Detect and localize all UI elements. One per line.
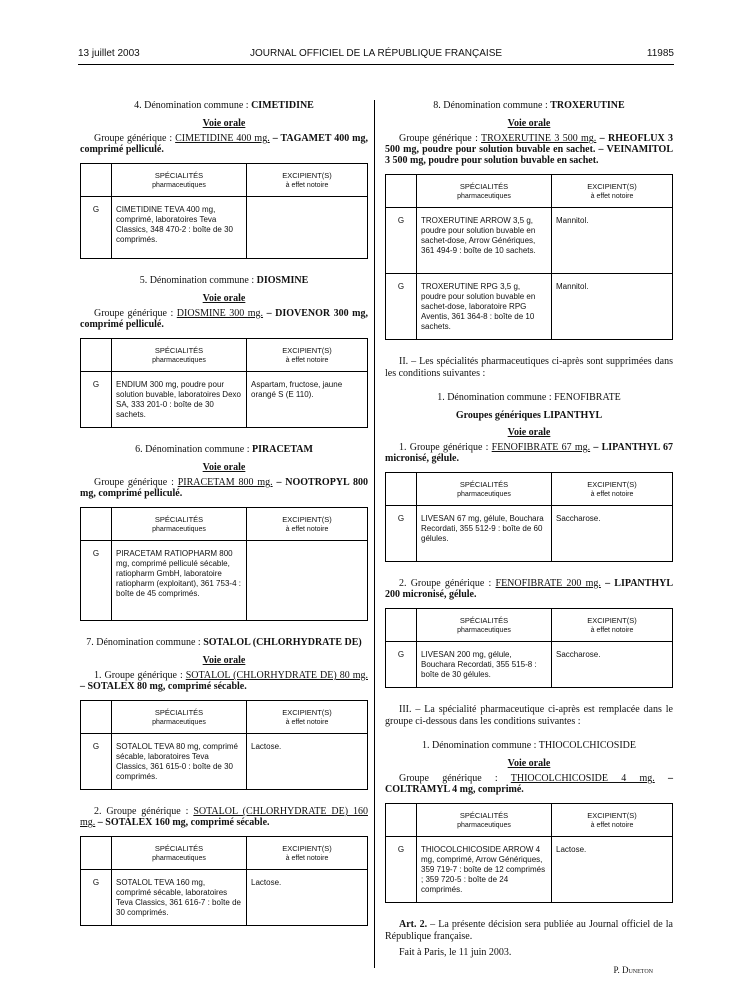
specialites-table-sotalol-160: SPÉCIALITÉS pharmaceutiques EXCIPIENT(S) à effet notoire G SOTALOL TEVA 160 mg, comprimé sécable, laboratoires Teva Classics, 361 616-7 : boîte de 30 comprimés. Lactose.: [80, 836, 368, 926]
voie-orale-label: Voie orale: [202, 293, 246, 304]
specialites-table-fenofibrate-200: SPÉCIALITÉS pharmaceutiques EXCIPIENT(S) à effet notoire G LIVESAN 200 mg, gélule, Bouchara Recordati, 355 515-8 : boîte de 30 gélules. Saccharose.: [385, 608, 673, 688]
table-row: G ENDIUM 300 mg, poudre pour solution buvable, laboratoires Dexo SA, 333 201-0 : boîte de 30 sachets. Aspartam, fructose, jaune orangé S (E 110).: [81, 372, 368, 428]
groupe-generique-piracetam: Groupe générique : PIRACETAM 800 mg. – NOOTROPYL 800 mg, comprimé pelliculé.: [80, 477, 368, 499]
voie-orale-label: Voie orale: [507, 758, 551, 769]
header-date: 13 juillet 2003: [78, 48, 140, 59]
voie-orale-label: Voie orale: [202, 655, 246, 666]
groupe-generique-thiocolchicoside: Groupe générique : THIOCOLCHICOSIDE 4 mg. – COLTRAMYL 4 mg, comprimé.: [385, 773, 674, 795]
table-row: G CIMETIDINE TEVA 400 mg, comprimé, laboratoires Teva Classics, 348 470-2 : boîte de 30 comprimés.: [81, 197, 368, 259]
table-row: G TROXERUTINE RPG 3,5 g, poudre pour solution buvable en sachet-dose, laboratoire RPG Aventis, 361 364-8 : boîte de 10 sachets. Mannitol.: [386, 274, 673, 340]
specialites-table-thiocolchicoside: SPÉCIALITÉS pharmaceutiques EXCIPIENT(S) à effet notoire G THIOCOLCHICOSIDE ARROW 4 mg, comprimé, Arrow Génériques, 359 719-7 : boîte de 12 comprimés ; 359 720-5 : boîte de 24 comprimés. Lactose.: [385, 803, 673, 903]
table-row: G LIVESAN 67 mg, gélule, Bouchara Recordati, 355 512-9 : boîte de 60 gélules. Saccharose.: [386, 506, 673, 562]
specialites-table-sotalol-80: SPÉCIALITÉS pharmaceutiques EXCIPIENT(S) à effet notoire G SOTALOL TEVA 80 mg, comprimé sécable, laboratoires Teva Classics, 361 615-0 : boîte de 30 comprimés. Lactose.: [80, 700, 368, 790]
voie-orale-label: Voie orale: [507, 427, 551, 438]
table-row: G PIRACETAM RATIOPHARM 800 mg, comprimé pelliculé sécable, ratiopharm GmbH, laboratoire ratiopharm (exploitant), 361 753-4 : boîte de 45 comprimés.: [81, 541, 368, 621]
groupe-generique-diosmine: Groupe générique : DIOSMINE 300 mg. – DIOVENOR 300 mg, comprimé pelliculé.: [80, 308, 368, 330]
groupe-generique-troxerutine: Groupe générique : TROXERUTINE 3 500 mg. – RHEOFLUX 3 500 mg, poudre pour solution buvable en sachet. – VEINAMITOL 3 500 mg, poudre pour solution buvable en sachet.: [385, 133, 673, 166]
table-row: G SOTALOL TEVA 80 mg, comprimé sécable, laboratoires Teva Classics, 361 615-0 : boîte de 30 comprimés. Lactose.: [81, 734, 368, 790]
col-header-excipients: EXCIPIENT(S) à effet notoire: [247, 164, 368, 197]
groupe-generique-cimetidine: Groupe générique : CIMETIDINE 400 mg. – TAGAMET 400 mg, comprimé pelliculé.: [80, 133, 369, 155]
groupe-generique-sotalol-80: 1. Groupe générique : SOTALOL (CHLORHYDRATE DE) 80 mg. – SOTALEX 80 mg, comprimé sécable.: [80, 670, 368, 692]
groupe-generique-fenofibrate-200: 2. Groupe générique : FENOFIBRATE 200 mg. – LIPANTHYL 200 micronisé, gélule.: [385, 578, 673, 600]
right-column: [385, 94, 673, 975]
article-2: Art. 2. – La présente décision sera publiée au Journal officiel de la République française.: [385, 919, 673, 942]
denomination-cimetidine: 4. Dénomination commune : CIMETIDINE: [134, 100, 314, 111]
section-iii-intro: III. – La spécialité pharmaceutique ci-après est remplacée dans le groupe ci-dessous dans les conditions suivantes :: [385, 704, 673, 727]
specialites-table-troxerutine: SPÉCIALITÉS pharmaceutiques EXCIPIENT(S) à effet notoire G TROXERUTINE ARROW 3,5 g, poudre pour solution buvable en sachet-dose, Arrow Génériques, 361 494-9 : boîte de 10 sachets. Mannitol. G TROXERUTINE RPG 3,5 g, poudre pour solution buvable en sachet-dose, laboratoire RPG Aventis, 361 364-8 : boîte de 10 sachets. Mannitol.: [385, 174, 673, 340]
table-row: G SOTALOL TEVA 160 mg, comprimé sécable, laboratoires Teva Classics, 361 616-7 : boîte de 30 comprimés. Lactose.: [81, 870, 368, 926]
column-separator: [374, 100, 375, 968]
denomination-diosmine: 5. Dénomination commune : DIOSMINE: [139, 275, 309, 286]
denomination-fenofibrate: 1. Dénomination commune : FENOFIBRATE: [437, 392, 621, 403]
specialites-table-diosmine: SPÉCIALITÉS pharmaceutiques EXCIPIENT(S) à effet notoire G ENDIUM 300 mg, poudre pour solution buvable, laboratoires Dexo SA, 333 201-0 : boîte de 30 sachets. Aspartam, fructose, jaune orangé S (E 110).: [80, 338, 368, 428]
groupe-generique-sotalol-160: 2. Groupe générique : SOTALOL (CHLORHYDRATE DE) 160 mg. – SOTALEX 160 mg, comprimé sécable.: [80, 806, 368, 828]
denomination-thiocolchicoside: 1. Dénomination commune : THIOCOLCHICOSIDE: [422, 740, 636, 751]
groupes-lipanthyl-title: Groupes génériques LIPANTHYL: [455, 410, 603, 421]
specialites-table-fenofibrate-67: SPÉCIALITÉS pharmaceutiques EXCIPIENT(S) à effet notoire G LIVESAN 67 mg, gélule, Bouchara Recordati, 355 512-9 : boîte de 60 gélules. Saccharose.: [385, 472, 673, 562]
denomination-troxerutine: 8. Dénomination commune : TROXERUTINE: [433, 100, 625, 111]
denomination-piracetam: 6. Dénomination commune : PIRACETAM: [135, 444, 313, 455]
table-row: G LIVESAN 200 mg, gélule, Bouchara Recordati, 355 515-8 : boîte de 30 gélules. Saccharose.: [386, 642, 673, 688]
left-column: [80, 94, 368, 942]
signature: P. Duneton: [613, 965, 653, 975]
voie-orale-label: Voie orale: [507, 118, 551, 129]
header-rule: [78, 64, 674, 65]
running-header: [78, 48, 674, 64]
specialites-table-piracetam: SPÉCIALITÉS pharmaceutiques EXCIPIENT(S) à effet notoire G PIRACETAM RATIOPHARM 800 mg, comprimé pelliculé sécable, ratiopharm GmbH, laboratoire ratiopharm (exploitant), 361 753-4 : boîte de 45 comprimés.: [80, 507, 368, 621]
col-header-specialites: SPÉCIALITÉS pharmaceutiques: [112, 164, 247, 197]
page-number: 11985: [646, 48, 674, 59]
denomination-sotalol: 7. Dénomination commune : SOTALOL (CHLORHYDRATE DE): [86, 637, 362, 648]
fait-a-paris: Fait à Paris, le 11 juin 2003.: [399, 947, 512, 958]
voie-orale-label: Voie orale: [202, 118, 246, 129]
specialites-table-cimetidine: [80, 163, 368, 259]
table-row: G THIOCOLCHICOSIDE ARROW 4 mg, comprimé, Arrow Génériques, 359 719-7 : boîte de 12 comprimés ; 359 720-5 : boîte de 24 comprimés. Lactose.: [386, 837, 673, 903]
voie-orale-label: Voie orale: [202, 462, 246, 473]
table-row: G TROXERUTINE ARROW 3,5 g, poudre pour solution buvable en sachet-dose, Arrow Génériques, 361 494-9 : boîte de 10 sachets. Mannitol.: [386, 208, 673, 274]
section-ii-intro: II. – Les spécialités pharmaceutiques ci-après sont supprimées dans les conditions suivantes :: [385, 356, 673, 379]
header-title: JOURNAL OFFICIEL DE LA RÉPUBLIQUE FRANÇAISE: [249, 48, 503, 59]
groupe-generique-fenofibrate-67: 1. Groupe générique : FENOFIBRATE 67 mg. – LIPANTHYL 67 micronisé, gélule.: [385, 442, 674, 464]
